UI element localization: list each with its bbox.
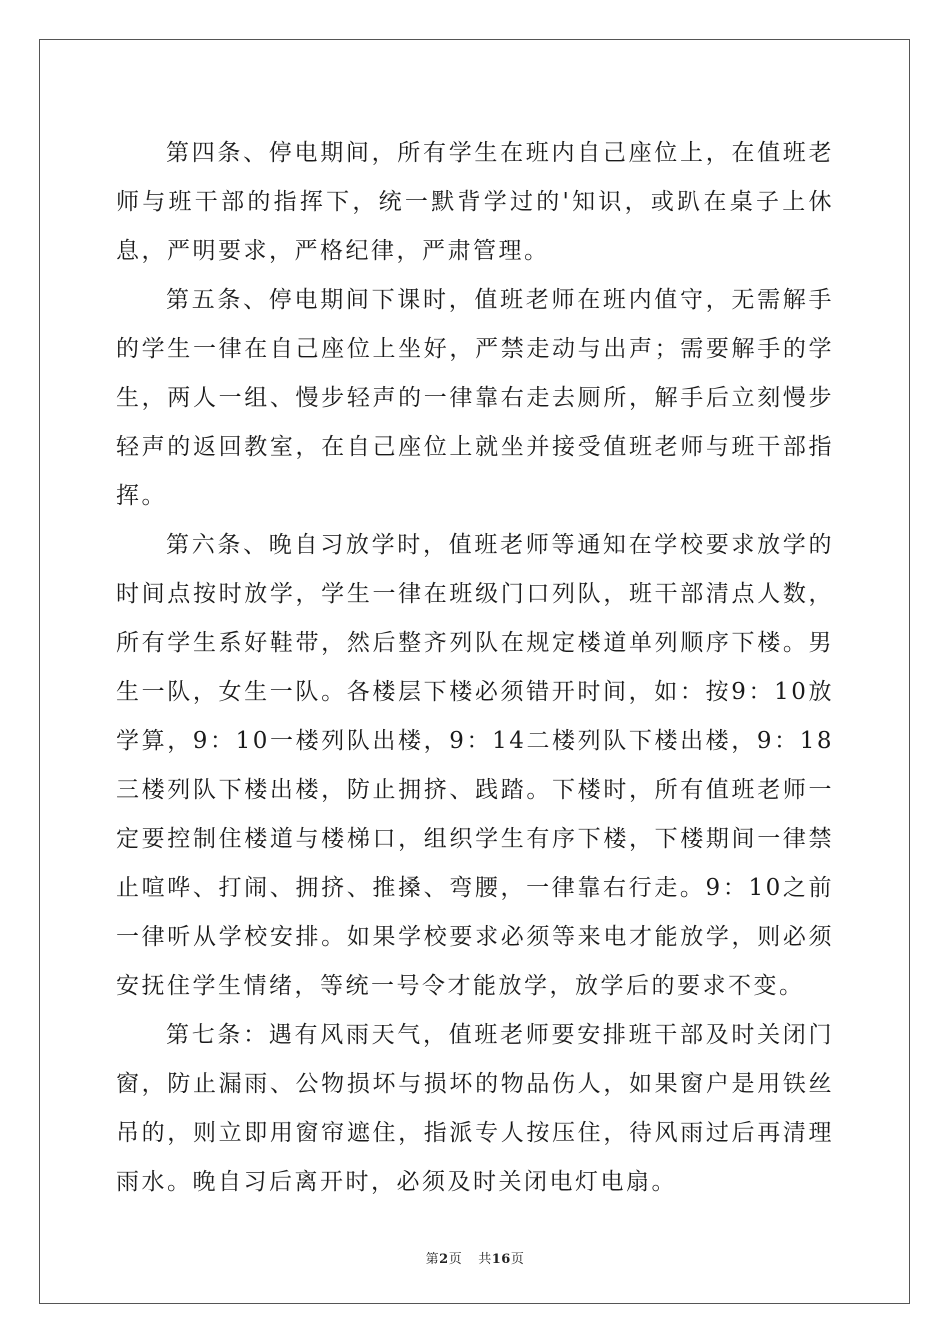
page-suffix: 页: [448, 1252, 463, 1267]
paragraph-article-7: 第七条：遇有风雨天气，值班老师要安排班干部及时关闭门窗，防止漏雨、公物损坏与损坏的物品伤人，如果窗户是用铁丝吊的，则立即用窗帘遮住，指派专人按压住，待风雨过后再清理雨水。晚自习后离开时，必须及时关闭电灯电扇。: [116, 1022, 834, 1195]
paragraph-article-4: 第四条、停电期间，所有学生在班内自己座位上，在值班老师与班干部的指挥下，统一默背学过的'知识，或趴在桌子上休息，严明要求，严格纪律，严肃管理。: [116, 140, 834, 264]
page-number: 2: [439, 1252, 449, 1267]
paragraph-article-6: 第六条、晚自习放学时，值班老师等通知在学校要求放学的时间点按时放学，学生一律在班级门口列队，班干部清点人数，所有学生系好鞋带，然后整齐列队在规定楼道单列顺序下楼。男生一队，女生一队。各楼层下楼必须错开时间，如：按9：10放学算，9：10一楼列队出楼，9：14二楼列队下楼出楼，9：18三楼列队下楼出楼，防止拥挤、践踏。下楼时，所有值班老师一定要控制住楼道与楼梯口，组织学生有序下楼，下楼期间一律禁止喧哗、打闹、拥挤、推搡、弯腰，一律靠右行走。9：10之前一律听从学校安排。如果学校要求必须等来电才能放学，则必须安抚住学生情绪，等统一号令才能放学，放学后的要求不变。: [116, 532, 834, 999]
total-prefix: 共: [478, 1252, 492, 1267]
paragraph-article-5: 第五条、停电期间下课时，值班老师在班内值守，无需解手的学生一律在自己座位上坐好，严禁走动与出声；需要解手的学生，两人一组、慢步轻声的一律靠右走去厕所，解手后立刻慢步轻声的返回教室，在自己座位上就坐并接受值班老师与班干部指挥。: [116, 287, 834, 509]
total-pages: 16: [491, 1252, 511, 1267]
document-body: [116, 129, 834, 1207]
page-prefix: 第: [425, 1252, 440, 1267]
total-suffix: 页: [510, 1252, 525, 1267]
page-footer: [0, 1248, 950, 1267]
